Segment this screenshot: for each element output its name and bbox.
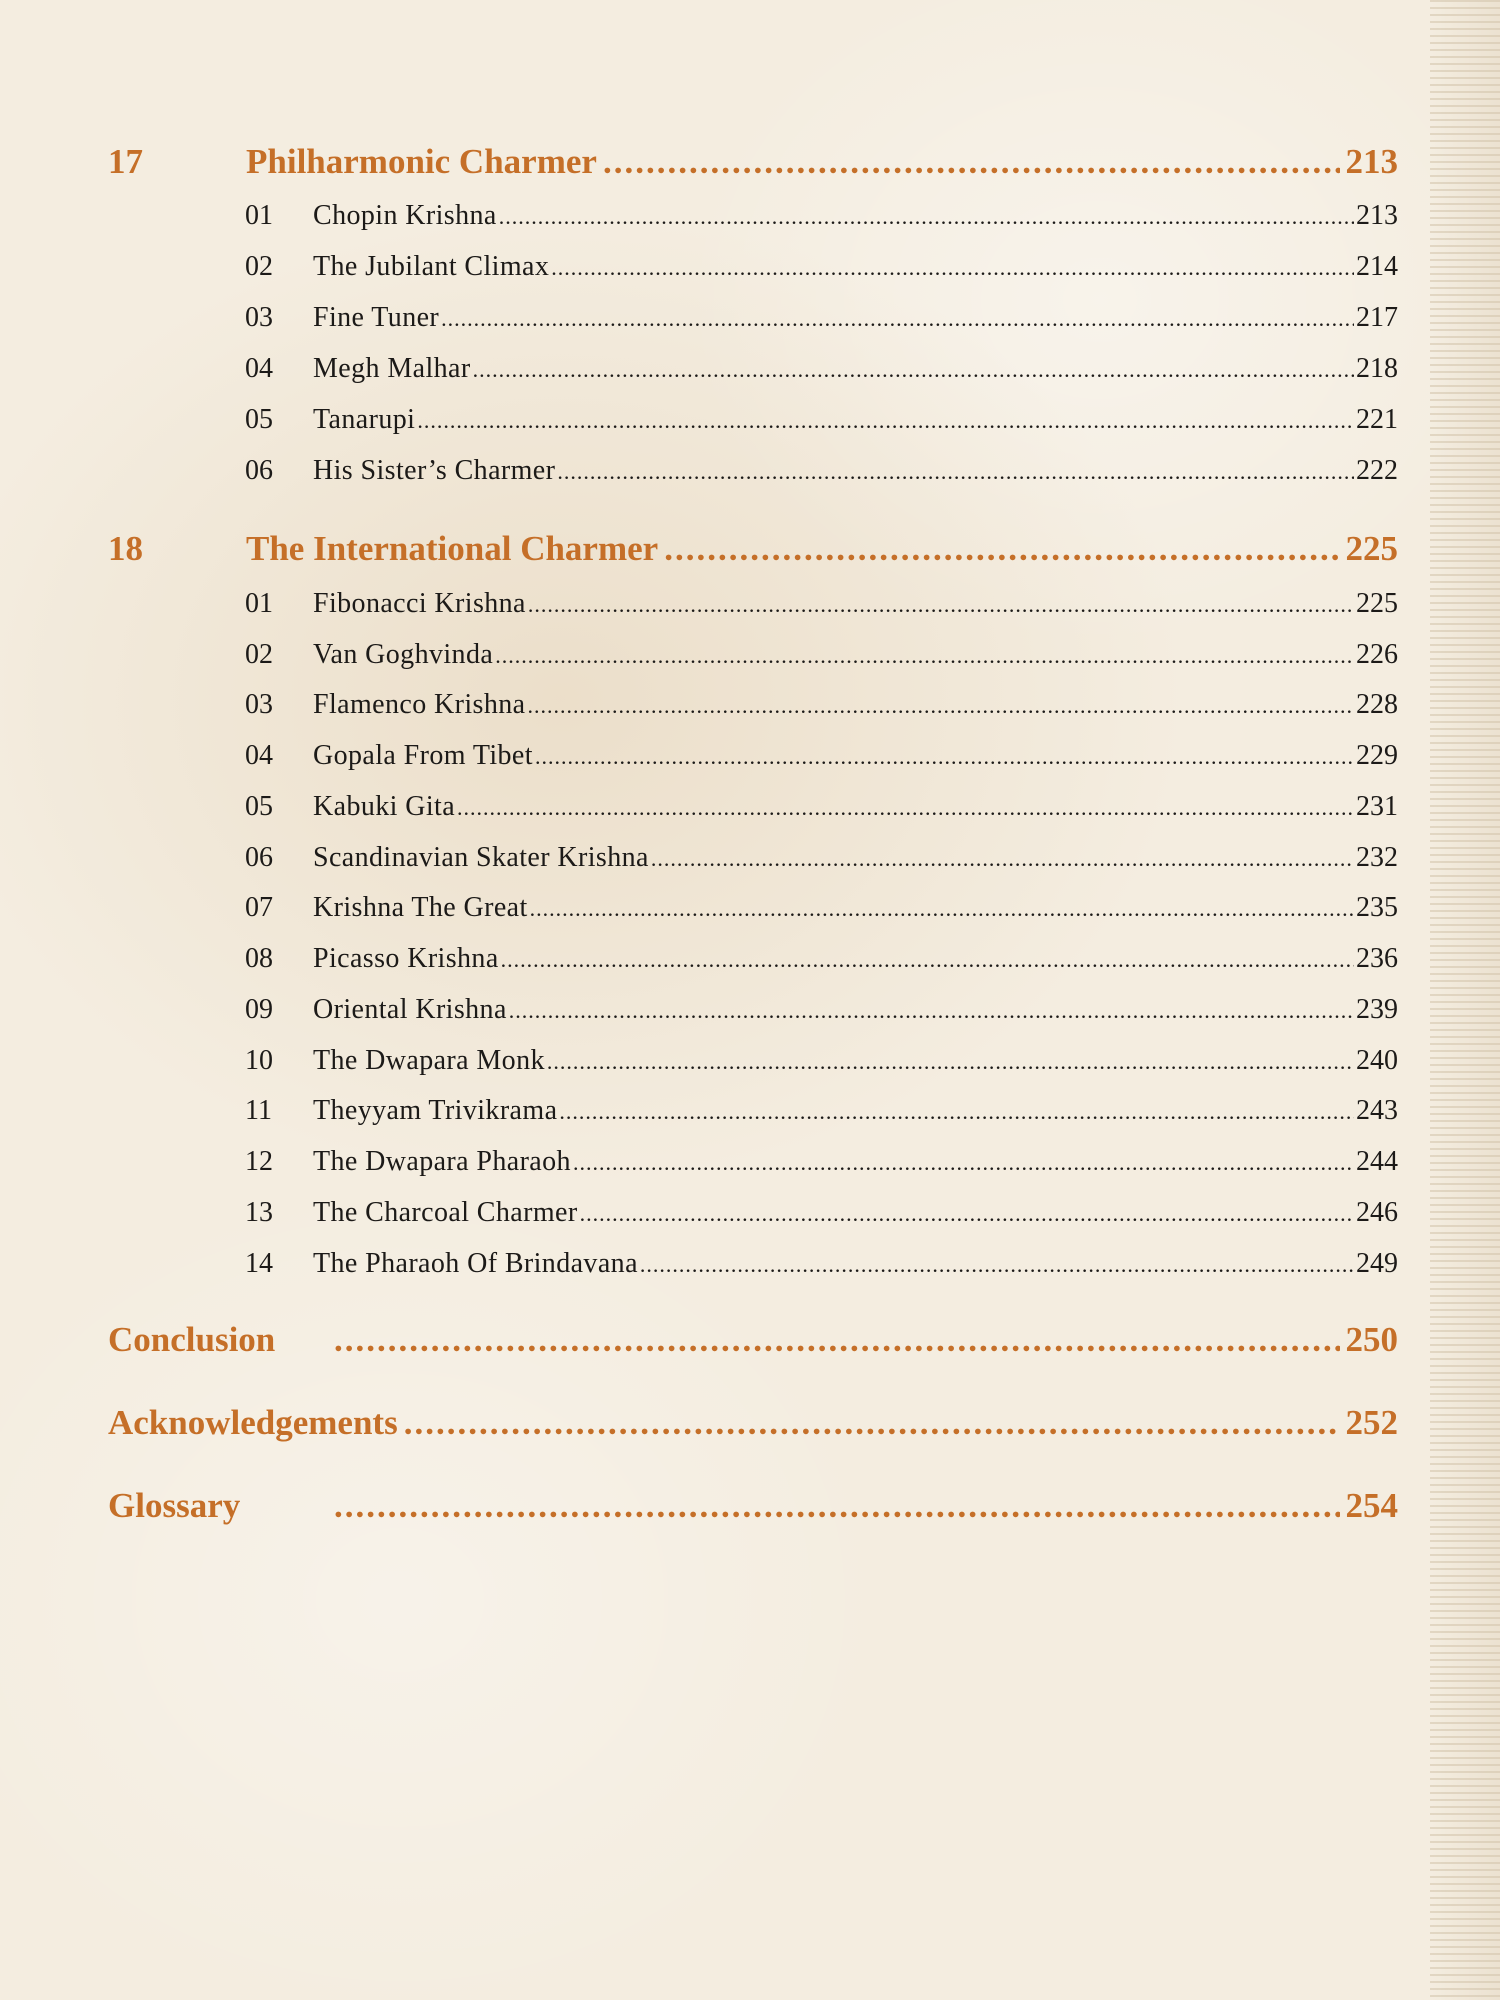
entry-page-number: 240 bbox=[1356, 1045, 1398, 1076]
chapter-title: Philharmonic Charmer bbox=[246, 142, 597, 181]
entry-number: 14 bbox=[245, 1248, 273, 1279]
entry-title: Fine Tuner bbox=[313, 302, 440, 333]
paper-edge bbox=[1430, 0, 1500, 2000]
entry-number: 03 bbox=[245, 689, 273, 720]
entry-page-number: 217 bbox=[1356, 302, 1398, 333]
entry-number: 04 bbox=[245, 353, 273, 384]
entry-page-number: 235 bbox=[1356, 892, 1398, 923]
entry-number: 01 bbox=[245, 588, 273, 619]
toc-entry[interactable] bbox=[245, 200, 1398, 232]
back-matter-page-number: 252 bbox=[1345, 1403, 1398, 1442]
dot-leader bbox=[495, 643, 1354, 669]
entry-title: The Pharaoh Of Brindavana bbox=[313, 1248, 638, 1279]
toc-glossary[interactable] bbox=[108, 1486, 1398, 1526]
dot-leader bbox=[334, 1486, 1340, 1526]
chapter-number: 17 bbox=[108, 142, 143, 181]
entry-title: Megh Malhar bbox=[313, 353, 471, 384]
entry-page-number: 225 bbox=[1356, 588, 1398, 619]
toc-entry[interactable] bbox=[245, 251, 1398, 283]
entry-number: 12 bbox=[245, 1146, 273, 1177]
entry-page-number: 229 bbox=[1356, 740, 1398, 771]
dot-leader bbox=[441, 306, 1354, 332]
dot-leader bbox=[664, 529, 1339, 569]
entry-title: His Sister’s Charmer bbox=[313, 455, 556, 486]
entry-page-number: 249 bbox=[1356, 1248, 1398, 1279]
entry-number: 03 bbox=[245, 302, 273, 333]
entry-number: 06 bbox=[245, 842, 273, 873]
entry-page-number: 236 bbox=[1356, 943, 1398, 974]
toc-entry[interactable] bbox=[245, 1045, 1398, 1077]
entry-page-number: 221 bbox=[1356, 404, 1398, 435]
dot-leader bbox=[651, 846, 1354, 872]
toc-entry[interactable] bbox=[245, 455, 1398, 487]
toc-entry[interactable] bbox=[245, 639, 1398, 671]
entry-title: Picasso Krishna bbox=[313, 943, 499, 974]
toc-entry[interactable] bbox=[245, 1248, 1398, 1280]
chapter-page-number: 213 bbox=[1345, 142, 1398, 181]
dot-leader bbox=[603, 142, 1340, 182]
entry-title: Flamenco Krishna bbox=[313, 689, 526, 720]
entry-number: 05 bbox=[245, 404, 273, 435]
dot-leader bbox=[417, 408, 1354, 434]
entry-page-number: 226 bbox=[1356, 639, 1398, 670]
entry-page-number: 246 bbox=[1356, 1197, 1398, 1228]
dot-leader bbox=[499, 204, 1354, 230]
dot-leader bbox=[528, 592, 1354, 618]
entry-number: 13 bbox=[245, 1197, 273, 1228]
entry-page-number: 213 bbox=[1356, 200, 1398, 231]
toc-entry[interactable] bbox=[245, 689, 1398, 721]
entry-page-number: 231 bbox=[1356, 791, 1398, 822]
entry-number: 09 bbox=[245, 994, 273, 1025]
entry-page-number: 214 bbox=[1356, 251, 1398, 282]
toc-entry[interactable] bbox=[245, 1146, 1398, 1178]
entry-title: Gopala From Tibet bbox=[313, 740, 533, 771]
chapter-page-number: 225 bbox=[1345, 529, 1398, 568]
dot-leader bbox=[557, 459, 1354, 485]
toc-entry[interactable] bbox=[245, 404, 1398, 436]
entry-number: 08 bbox=[245, 943, 273, 974]
entry-title: The Charcoal Charmer bbox=[313, 1197, 578, 1228]
toc-entry[interactable] bbox=[245, 994, 1398, 1026]
back-matter-title: Conclusion bbox=[108, 1320, 276, 1359]
dot-leader bbox=[535, 744, 1354, 770]
toc-acknowledgements[interactable] bbox=[108, 1403, 1398, 1443]
entry-title: Theyyam Trivikrama bbox=[313, 1095, 558, 1126]
entry-title: The Dwapara Monk bbox=[313, 1045, 545, 1076]
dot-leader bbox=[404, 1403, 1340, 1443]
entry-number: 11 bbox=[245, 1095, 272, 1126]
back-matter-title: Acknowledgements bbox=[108, 1403, 398, 1442]
toc-conclusion[interactable] bbox=[108, 1320, 1398, 1360]
entry-page-number: 243 bbox=[1356, 1095, 1398, 1126]
entry-title: Krishna The Great bbox=[313, 892, 528, 923]
entry-number: 05 bbox=[245, 791, 273, 822]
back-matter-page-number: 250 bbox=[1345, 1320, 1398, 1359]
dot-leader bbox=[473, 357, 1354, 383]
entry-page-number: 239 bbox=[1356, 994, 1398, 1025]
entry-number: 06 bbox=[245, 455, 273, 486]
entry-page-number: 232 bbox=[1356, 842, 1398, 873]
entry-number: 01 bbox=[245, 200, 273, 231]
toc-entry[interactable] bbox=[245, 302, 1398, 334]
entry-title: Kabuki Gita bbox=[313, 791, 456, 822]
toc-entry[interactable] bbox=[245, 943, 1398, 975]
entry-title: Fibonacci Krishna bbox=[313, 588, 526, 619]
dot-leader bbox=[509, 998, 1354, 1024]
toc-entry[interactable] bbox=[245, 892, 1398, 924]
entry-title: Tanarupi bbox=[313, 404, 416, 435]
entry-number: 02 bbox=[245, 251, 273, 282]
dot-leader bbox=[580, 1201, 1354, 1227]
toc-entry[interactable] bbox=[245, 842, 1398, 874]
entry-title: Chopin Krishna bbox=[313, 200, 497, 231]
toc-entry[interactable] bbox=[245, 1197, 1398, 1229]
dot-leader bbox=[501, 947, 1354, 973]
dot-leader bbox=[640, 1252, 1354, 1278]
chapter-heading-18[interactable] bbox=[108, 529, 1398, 569]
entry-title: Oriental Krishna bbox=[313, 994, 507, 1025]
dot-leader bbox=[527, 693, 1354, 719]
dot-leader bbox=[573, 1150, 1354, 1176]
dot-leader bbox=[457, 795, 1354, 821]
entry-number: 02 bbox=[245, 639, 273, 670]
back-matter-title: Glossary bbox=[108, 1486, 241, 1525]
entry-page-number: 228 bbox=[1356, 689, 1398, 720]
entry-page-number: 222 bbox=[1356, 455, 1398, 486]
back-matter-page-number: 254 bbox=[1345, 1486, 1398, 1525]
toc-entry[interactable] bbox=[245, 740, 1398, 772]
entry-page-number: 218 bbox=[1356, 353, 1398, 384]
entry-title: Scandinavian Skater Krishna bbox=[313, 842, 649, 873]
entry-number: 04 bbox=[245, 740, 273, 771]
dot-leader bbox=[547, 1049, 1354, 1075]
dot-leader bbox=[551, 255, 1354, 281]
entry-title: The Dwapara Pharaoh bbox=[313, 1146, 571, 1177]
entry-title: The Jubilant Climax bbox=[313, 251, 550, 282]
dot-leader bbox=[530, 896, 1354, 922]
entry-number: 07 bbox=[245, 892, 273, 923]
entry-title: Van Goghvinda bbox=[313, 639, 494, 670]
toc-entry[interactable] bbox=[245, 588, 1398, 620]
entry-page-number: 244 bbox=[1356, 1146, 1398, 1177]
chapter-heading-17[interactable] bbox=[108, 142, 1398, 182]
toc-entry[interactable] bbox=[245, 1095, 1398, 1127]
dot-leader bbox=[559, 1099, 1354, 1125]
chapter-title: The International Charmer bbox=[246, 529, 659, 568]
toc-entry[interactable] bbox=[245, 791, 1398, 823]
dot-leader bbox=[334, 1320, 1340, 1360]
entry-number: 10 bbox=[245, 1045, 273, 1076]
toc-entry[interactable] bbox=[245, 353, 1398, 385]
chapter-number: 18 bbox=[108, 529, 143, 568]
